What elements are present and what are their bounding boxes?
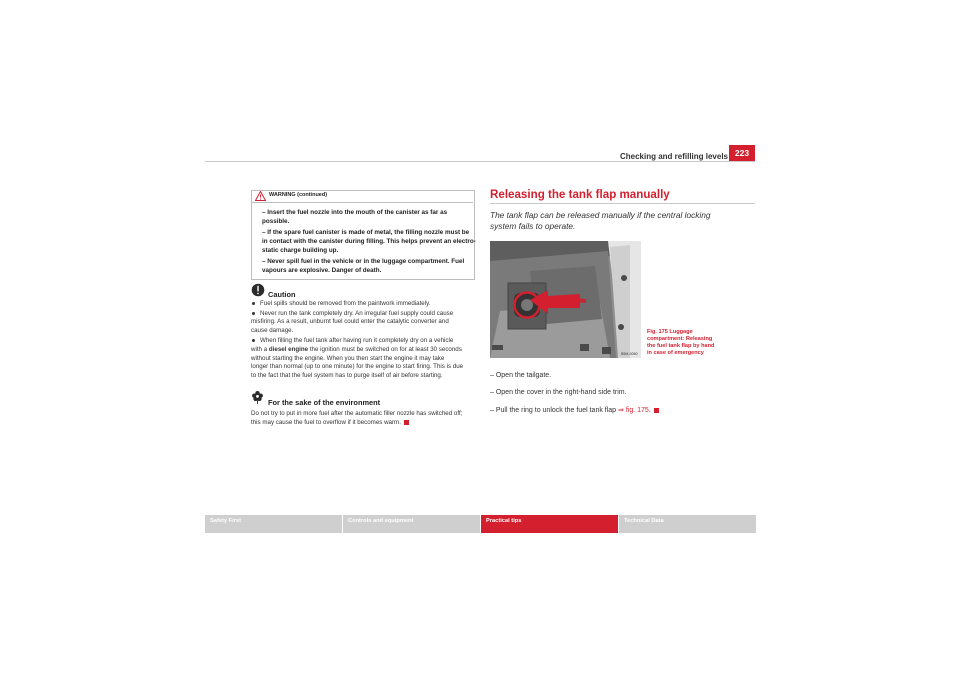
warning-line: – If the spare fuel canister is made of metal, the filling nozzle must be: [262, 229, 470, 236]
instruction-step: [490, 406, 659, 414]
environment-text-line: Do not try to put in more fuel after the automatic filler nozzle has switched off;: [251, 410, 463, 417]
figure-code: B5M-0060: [621, 352, 638, 356]
caution-text-line: without starting the engine. When you then start the engine it may take: [251, 355, 445, 362]
lead-text-line: The tank flap can be released manually if the central locking: [490, 210, 711, 220]
text-run: this may cause the fuel to overflow if it becomes warm.: [251, 419, 401, 426]
section-divider: [490, 203, 755, 204]
section-end-icon: [404, 420, 409, 425]
figure-caption-line: compartment: Releasing: [647, 336, 713, 342]
warning-title: WARNING (continued): [269, 192, 328, 198]
bullet-icon: [252, 302, 255, 305]
lead-text-line: system fails to operate.: [490, 221, 576, 231]
section-end-icon: [654, 408, 659, 413]
caution-text-line: cause damage.: [251, 327, 294, 334]
warning-line: – Never spill fuel in the vehicle or in the luggage compartment. Fuel: [262, 258, 465, 265]
bullet-text: Fuel spills should be removed from the paintwork immediately.: [260, 300, 431, 307]
environment-title: For the sake of the environment: [268, 398, 381, 407]
caution-bullet-2: [251, 310, 453, 318]
figure-caption-line: the fuel tank flap by hand: [647, 343, 715, 349]
running-header: Checking and refilling levels: [619, 152, 728, 161]
text-run: .: [648, 407, 651, 414]
warning-line: – Insert the fuel nozzle into the mouth of the canister as far as: [262, 209, 448, 216]
caution-text-line: [251, 346, 462, 354]
bullet-text: Never run the tank completely dry. An irregular fuel supply could cause: [260, 310, 454, 317]
text-emphasis: diesel engine: [268, 346, 309, 353]
bullet-text: When filling the fuel tank after having run it completely dry on a vehicle: [260, 337, 454, 344]
caution-title: Caution: [268, 290, 296, 299]
caution-text-line: misfiring. As a result, unburnt fuel could enter the catalytic converter and: [251, 318, 449, 325]
text-run: – Pull the ring to unlock the fuel tank flap: [490, 407, 619, 414]
bullet-icon: [252, 312, 255, 315]
warning-line: possible.: [262, 218, 290, 225]
caution-bullet-3: [251, 337, 453, 345]
instruction-step: – Open the tailgate.: [490, 372, 552, 379]
section-title: Releasing the tank flap manually: [490, 188, 670, 201]
caution-exclamation-icon: [251, 283, 265, 297]
figure-reference-link[interactable]: ⇒ fig. 175: [618, 407, 649, 414]
page-number: 223: [729, 145, 755, 162]
environment-flower-icon: [251, 390, 264, 404]
warning-line: vapours are explosive. Danger of death.: [262, 267, 382, 274]
environment-text-line: [251, 419, 409, 427]
tab-technical-data[interactable]: Technical Data: [619, 515, 756, 533]
text-run: the ignition must be switched on for at least 30 seconds: [308, 346, 462, 353]
tab-safety-first[interactable]: Safety First: [205, 515, 342, 533]
luggage-compartment-photo: [490, 241, 641, 358]
warning-line: static charge building up.: [262, 247, 339, 254]
caution-text-line: to the fact that the fuel system has to purge itself of air before starting.: [251, 372, 443, 379]
caution-bullet-1: [251, 300, 430, 308]
text-run: with a: [251, 346, 269, 353]
tab-practical-tips[interactable]: Practical tips: [481, 515, 618, 533]
warning-line: in contact with the canister during filling. This helps prevent an electro-: [262, 238, 476, 245]
caution-text-line: longer than normal (up to one minute) for the engine to start firing. This is due: [251, 363, 464, 370]
header-divider: [205, 161, 755, 162]
instruction-step: – Open the cover in the right-hand side trim.: [490, 389, 627, 396]
bullet-icon: [252, 339, 255, 342]
tab-controls-and-equipment[interactable]: Controls and equipment: [343, 515, 480, 533]
figure-caption-line: in case of emergency: [647, 350, 704, 356]
warning-triangle-icon: [255, 191, 266, 201]
figure-caption-line: Fig. 175 Luggage: [647, 329, 693, 335]
